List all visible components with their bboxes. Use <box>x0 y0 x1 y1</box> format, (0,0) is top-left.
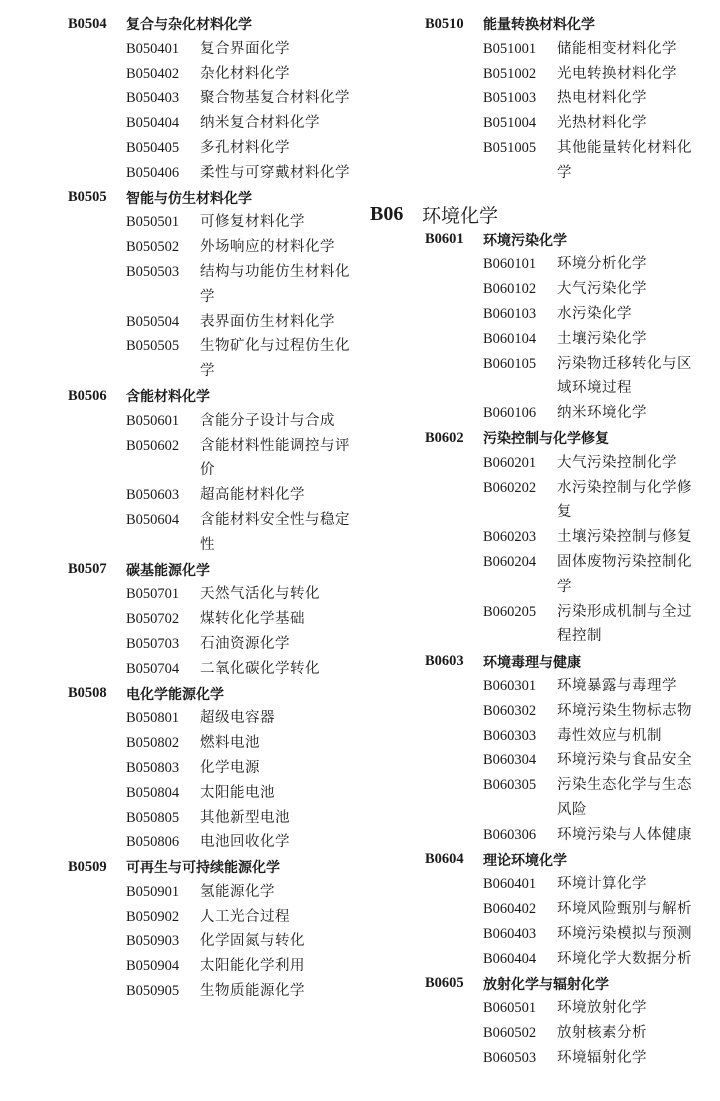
list-item <box>68 210 358 235</box>
item-name: 生物矿化与过程仿生化学 <box>200 338 350 380</box>
item-code: B050402 <box>126 65 180 82</box>
list-item <box>68 632 358 657</box>
item-code: B050503 <box>126 263 180 280</box>
list-item <box>370 37 715 62</box>
group-code: B0507 <box>68 561 107 578</box>
item-code: B050603 <box>126 487 180 504</box>
list-item <box>370 773 715 823</box>
item-name: 石油资源化学 <box>200 635 290 652</box>
item-code: B050903 <box>126 933 180 950</box>
item-code: B060304 <box>483 752 537 769</box>
group-name: 智能与仿生材料化学 <box>126 190 252 207</box>
group-code: B0509 <box>68 858 107 875</box>
group-block <box>68 558 358 682</box>
item-name: 大气污染控制化学 <box>557 454 677 471</box>
group-block <box>68 384 358 558</box>
group-code: B0605 <box>425 975 464 992</box>
item-name: 固体废物污染控制化学 <box>557 553 692 595</box>
item-name: 污染生态化学与生态风险 <box>557 777 692 818</box>
item-code: B050406 <box>126 164 180 181</box>
list-item <box>68 905 358 930</box>
list-item <box>370 451 715 476</box>
item-code: B060302 <box>483 702 537 719</box>
list-item <box>370 724 715 749</box>
list-item <box>370 136 715 186</box>
group-block <box>370 649 715 847</box>
item-code: B050703 <box>126 635 180 652</box>
item-code: B050505 <box>126 338 180 355</box>
item-name: 环境分析化学 <box>557 256 647 273</box>
group-heading <box>425 228 715 253</box>
group-code: B0604 <box>425 851 464 868</box>
list-item <box>68 434 358 484</box>
item-code: B060103 <box>483 305 537 322</box>
section-groups <box>370 228 715 1071</box>
item-name: 超级电容器 <box>200 710 275 727</box>
list-item <box>370 352 715 402</box>
item-code: B050403 <box>126 90 180 107</box>
list-item <box>370 62 715 87</box>
list-item <box>68 260 358 310</box>
item-code: B050803 <box>126 759 180 776</box>
item-code: B050805 <box>126 809 180 826</box>
item-name: 含能分子设计与合成 <box>200 412 335 429</box>
item-code: B050702 <box>126 611 180 628</box>
list-item <box>68 731 358 756</box>
item-name: 太阳能化学利用 <box>200 958 305 975</box>
item-name: 表界面仿生材料化学 <box>200 313 335 330</box>
item-code: B050701 <box>126 586 180 603</box>
item-name: 热电材料化学 <box>557 90 647 107</box>
item-code: B060503 <box>483 1049 537 1066</box>
item-name: 环境化学大数据分析 <box>557 950 692 967</box>
group-code: B0506 <box>68 387 107 404</box>
item-code: B050602 <box>126 437 180 454</box>
item-code: B050504 <box>126 313 180 330</box>
item-name: 环境污染与人体健康 <box>557 826 692 843</box>
list-item <box>68 806 358 831</box>
item-name: 柔性与可穿戴材料化学 <box>200 164 350 181</box>
item-code: B060205 <box>483 603 537 620</box>
item-code: B060204 <box>483 553 537 570</box>
item-name: 杂化材料化学 <box>200 65 290 82</box>
item-name: 土壤污染化学 <box>557 330 647 347</box>
item-name: 化学固氮与转化 <box>200 933 305 950</box>
item-code: B060102 <box>483 281 537 298</box>
list-item <box>68 37 358 62</box>
list-item <box>370 86 715 111</box>
item-name: 环境暴露与毒理学 <box>557 677 677 694</box>
list-item <box>370 302 715 327</box>
list-item <box>68 756 358 781</box>
item-name: 煤转化化学基础 <box>200 611 305 628</box>
list-item <box>370 1046 715 1071</box>
item-code: B060301 <box>483 677 537 694</box>
group-heading <box>68 384 358 409</box>
group-block <box>68 186 358 384</box>
list-item <box>68 781 358 806</box>
item-name: 环境计算化学 <box>557 876 647 893</box>
item-name: 复合界面化学 <box>200 40 290 57</box>
list-item <box>370 277 715 302</box>
group-code: B0510 <box>425 15 464 32</box>
list-item <box>68 62 358 87</box>
item-name: 土壤污染控制与修复 <box>557 529 692 546</box>
group-block <box>370 12 715 186</box>
item-name: 环境辐射化学 <box>557 1049 647 1066</box>
group-code: B0505 <box>68 189 107 206</box>
section-title: 环境化学 <box>422 205 499 228</box>
item-code: B060404 <box>483 950 537 967</box>
item-name: 人工光合过程 <box>200 908 290 925</box>
list-item <box>68 582 358 607</box>
group-name: 能量转换材料化学 <box>483 17 595 34</box>
group-code: B0508 <box>68 685 107 702</box>
item-name: 聚合物基复合材料化学 <box>200 90 350 107</box>
group-heading <box>425 971 715 996</box>
item-code: B060303 <box>483 727 537 744</box>
group-name: 污染控制与化学修复 <box>483 431 609 448</box>
list-item <box>68 657 358 682</box>
item-code: B050904 <box>126 958 180 975</box>
list-item <box>68 607 358 632</box>
item-code: B050804 <box>126 784 180 801</box>
list-item <box>68 86 358 111</box>
list-item <box>68 161 358 186</box>
list-item <box>370 327 715 352</box>
item-name: 毒性效应与机制 <box>557 727 662 744</box>
group-heading <box>68 12 358 37</box>
list-item <box>370 872 715 897</box>
item-code: B050404 <box>126 115 180 132</box>
list-item <box>370 252 715 277</box>
item-name: 环境污染模拟与预测 <box>557 925 692 942</box>
item-name: 二氧化碳化学转化 <box>200 660 320 677</box>
group-name: 放射化学与辐射化学 <box>483 976 609 993</box>
list-item <box>68 954 358 979</box>
item-code: B051005 <box>483 139 537 156</box>
item-name: 大气污染化学 <box>557 281 647 298</box>
item-name: 生物质能源化学 <box>200 983 305 1000</box>
group-heading <box>68 186 358 211</box>
group-name: 环境污染化学 <box>483 232 567 249</box>
group-name: 复合与杂化材料化学 <box>126 17 252 34</box>
group-name: 电化学能源化学 <box>126 686 224 703</box>
item-code: B050601 <box>126 412 180 429</box>
group-heading <box>68 558 358 583</box>
list-item <box>370 996 715 1021</box>
group-heading <box>425 649 715 674</box>
list-item <box>370 476 715 526</box>
item-name: 电池回收化学 <box>200 834 290 851</box>
group-name: 含能材料化学 <box>126 389 210 406</box>
list-item <box>370 897 715 922</box>
list-item <box>370 674 715 699</box>
item-code: B050806 <box>126 834 180 851</box>
item-name: 太阳能电池 <box>200 784 275 801</box>
item-name: 环境风险甄别与解析 <box>557 901 692 918</box>
item-name: 含能材料性能调控与评价 <box>200 437 350 479</box>
item-name: 水污染控制与化学修复 <box>557 479 692 521</box>
item-name: 污染物迁移转化与区域环境过程 <box>557 355 692 397</box>
list-item <box>68 310 358 335</box>
item-name: 天然气活化与转化 <box>200 586 320 603</box>
item-code: B060106 <box>483 405 537 422</box>
list-item <box>68 929 358 954</box>
group-heading <box>425 848 715 873</box>
group-heading <box>425 12 715 37</box>
group-code: B0601 <box>425 231 464 248</box>
group-heading <box>68 682 358 707</box>
item-name: 其他能量转化材料化学 <box>557 139 692 181</box>
list-item <box>370 748 715 773</box>
left-column <box>68 12 358 1004</box>
list-item <box>68 111 358 136</box>
item-name: 水污染化学 <box>557 305 632 322</box>
item-code: B060105 <box>483 355 537 372</box>
list-item <box>370 699 715 724</box>
item-code: B050502 <box>126 239 180 256</box>
item-name: 纳米复合材料化学 <box>200 115 320 132</box>
list-item <box>370 600 715 650</box>
item-name: 化学电源 <box>200 759 260 776</box>
item-name: 光热材料化学 <box>557 115 647 132</box>
list-item <box>68 830 358 855</box>
group-name: 理论环境化学 <box>483 852 567 869</box>
list-item <box>68 483 358 508</box>
list-item <box>370 525 715 550</box>
list-item <box>370 111 715 136</box>
group-block <box>68 682 358 856</box>
item-code: B060101 <box>483 256 537 273</box>
item-code: B050902 <box>126 908 180 925</box>
item-name: 放射核素分析 <box>557 1025 647 1042</box>
item-name: 燃料电池 <box>200 735 260 752</box>
item-code: B060502 <box>483 1025 537 1042</box>
item-name: 纳米环境化学 <box>557 405 647 422</box>
group-heading <box>425 426 715 451</box>
item-name: 结构与功能仿生材料化学 <box>200 263 350 305</box>
list-item <box>370 947 715 972</box>
item-name: 含能材料安全性与稳定性 <box>200 511 350 553</box>
item-name: 光电转换材料化学 <box>557 65 677 82</box>
list-item <box>370 922 715 947</box>
list-item <box>68 409 358 434</box>
group-name: 可再生与可持续能源化学 <box>126 860 280 877</box>
group-block <box>370 12 715 186</box>
list-item <box>68 706 358 731</box>
group-code: B0602 <box>425 429 464 446</box>
list-item <box>370 550 715 600</box>
item-code: B051003 <box>483 90 537 107</box>
item-code: B050704 <box>126 660 180 677</box>
section-heading <box>370 202 715 228</box>
item-name: 可修复材料化学 <box>200 214 305 231</box>
item-name: 污染形成机制与全过程控制 <box>557 603 692 645</box>
group-name: 环境毒理与健康 <box>483 654 581 671</box>
group-code: B0603 <box>425 653 464 670</box>
item-code: B060402 <box>483 901 537 918</box>
item-name: 氢能源化学 <box>200 883 275 900</box>
item-code: B050501 <box>126 214 180 231</box>
group-block <box>370 848 715 972</box>
group-block <box>370 971 715 1070</box>
item-code: B050905 <box>126 983 180 1000</box>
group-block <box>370 426 715 649</box>
section-code: B06 <box>370 203 404 226</box>
item-name: 超高能材料化学 <box>200 487 305 504</box>
group-block <box>68 12 358 186</box>
item-name: 储能相变材料化学 <box>557 40 677 57</box>
item-code: B060104 <box>483 330 537 347</box>
group-code: B0504 <box>68 15 107 32</box>
list-item <box>68 334 358 384</box>
group-name: 碳基能源化学 <box>126 562 210 579</box>
list-item <box>68 235 358 260</box>
item-code: B060305 <box>483 777 537 794</box>
list-item <box>68 136 358 161</box>
item-code: B050604 <box>126 511 180 528</box>
item-name: 多孔材料化学 <box>200 139 290 156</box>
item-code: B060501 <box>483 1000 537 1017</box>
list-item <box>370 823 715 848</box>
item-name: 环境污染与食品安全 <box>557 752 692 769</box>
item-code: B060203 <box>483 529 537 546</box>
item-code: B060202 <box>483 479 537 496</box>
item-code: B051002 <box>483 65 537 82</box>
item-code: B060401 <box>483 876 537 893</box>
item-name: 外场响应的材料化学 <box>200 239 335 256</box>
list-item <box>68 880 358 905</box>
right-column <box>370 12 715 1071</box>
item-code: B050901 <box>126 883 180 900</box>
list-item <box>68 979 358 1004</box>
item-code: B050801 <box>126 710 180 727</box>
item-code: B050401 <box>126 40 180 57</box>
item-name: 环境放射化学 <box>557 1000 647 1017</box>
item-name: 环境污染生物标志物 <box>557 702 692 719</box>
item-code: B050405 <box>126 139 180 156</box>
item-name: 其他新型电池 <box>200 809 290 826</box>
list-item <box>370 1021 715 1046</box>
item-code: B060403 <box>483 925 537 942</box>
item-code: B051004 <box>483 115 537 132</box>
item-code: B060201 <box>483 454 537 471</box>
item-code: B051001 <box>483 40 537 57</box>
group-block <box>68 855 358 1004</box>
group-block <box>370 228 715 426</box>
item-code: B050802 <box>126 735 180 752</box>
list-item <box>68 508 358 558</box>
item-code: B060306 <box>483 826 537 843</box>
group-heading <box>68 855 358 880</box>
list-item <box>370 401 715 426</box>
